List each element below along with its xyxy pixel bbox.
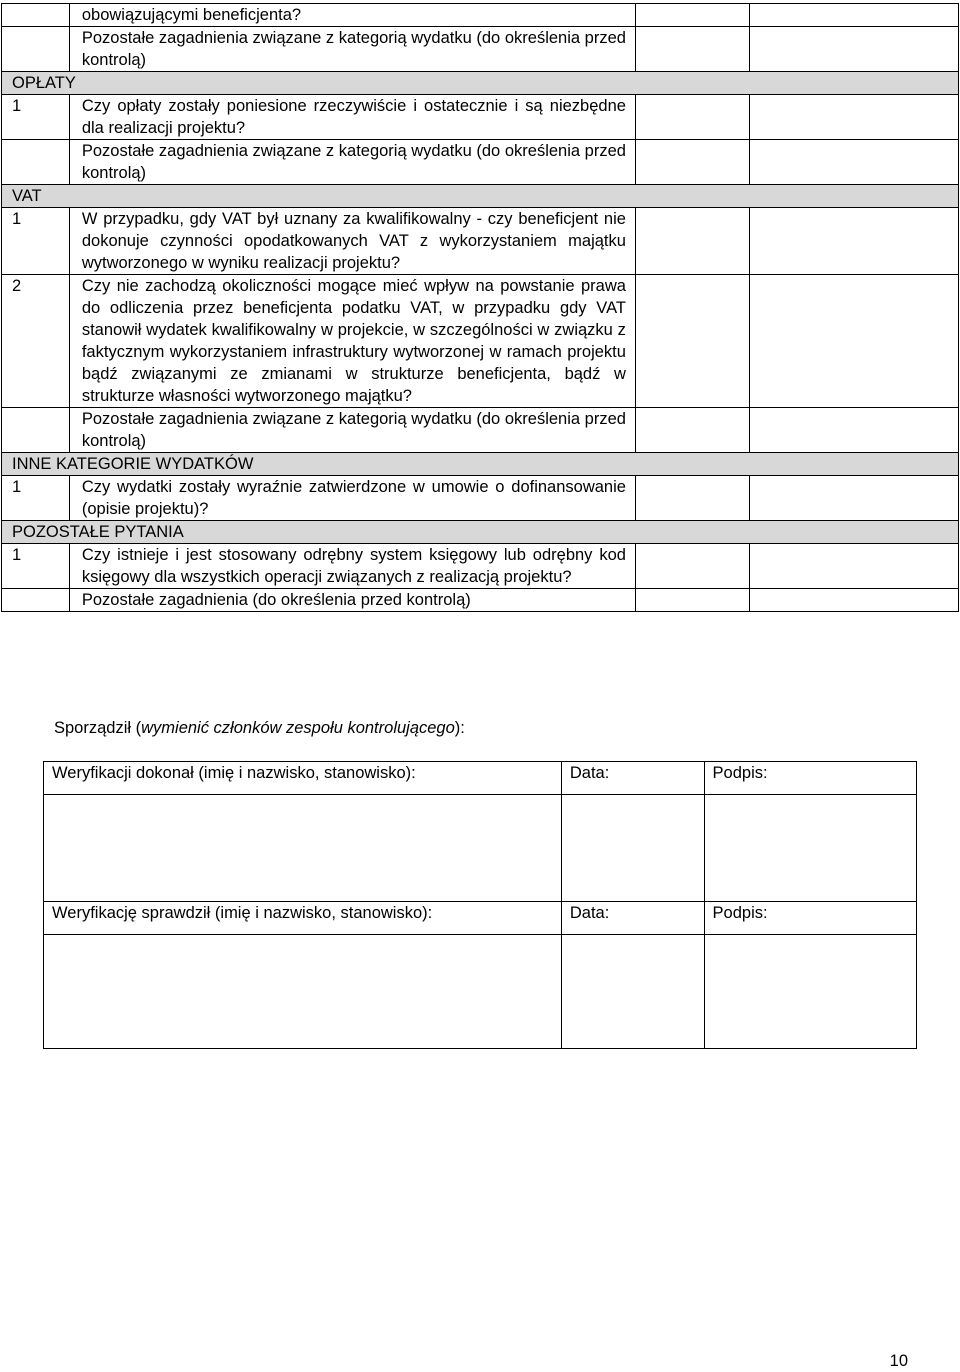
answer-cell[interactable]: [635, 544, 749, 589]
table-row: [2, 476, 959, 521]
remarks-cell[interactable]: [750, 95, 959, 140]
question-number: 2: [2, 275, 70, 408]
remarks-cell[interactable]: [750, 4, 959, 27]
other-issues-text: Pozostałe zagadnienia związane z kategorią wydatku (do określenia przed kontrolą): [69, 408, 635, 453]
table-row: [2, 4, 959, 27]
answer-cell[interactable]: [635, 408, 749, 453]
table-row: [44, 902, 917, 935]
question-number: 1: [2, 208, 70, 275]
table-row: [2, 27, 959, 72]
table-row: [44, 935, 917, 1049]
section-header-vat: [2, 185, 959, 208]
signature-table: [43, 761, 917, 1049]
answer-cell[interactable]: [635, 140, 749, 185]
signature-field[interactable]: [704, 935, 916, 1049]
section-title: OPŁATY: [2, 72, 959, 95]
checked-by-field[interactable]: [44, 935, 562, 1049]
signature-field[interactable]: [704, 795, 916, 902]
signature-label: Podpis:: [704, 902, 916, 935]
prepared-by-italic: wymienić członków zespołu kontrolującego: [141, 719, 455, 737]
verified-by-label: Weryfikacji dokonał (imię i nazwisko, stanowisko):: [44, 762, 562, 795]
date-field[interactable]: [561, 935, 704, 1049]
remarks-cell[interactable]: [750, 589, 959, 612]
checked-by-label: Weryfikację sprawdził (imię i nazwisko, stanowisko):: [44, 902, 562, 935]
question-text: Czy nie zachodzą okoliczności mogące mieć wpływ na powstanie prawa do odliczenia przez beneficjenta podatku VAT, w przypadku gdy VAT stanowił wydatek kwalifikowalny w projekcie, w szczególności w związku z faktycznym wykorzystaniem infrastruktury wytworzonej w ramach projektu bądź związanymi ze zmianami w strukturze beneficjenta, bądź w strukturze własności wytworzonego majątku?: [69, 275, 635, 408]
date-field[interactable]: [561, 795, 704, 902]
remarks-cell[interactable]: [750, 476, 959, 521]
question-text: W przypadku, gdy VAT był uznany za kwalifikowalny - czy beneficjent nie dokonuje czynności opodatkowanych VAT z wykorzystaniem majątku wytworzonego w wyniku realizacji projektu?: [69, 208, 635, 275]
table-row: [2, 95, 959, 140]
question-number: 1: [2, 544, 70, 589]
answer-cell[interactable]: [635, 27, 749, 72]
remarks-cell[interactable]: [750, 544, 959, 589]
section-title: INNE KATEGORIE WYDATKÓW: [2, 453, 959, 476]
table-row: [44, 762, 917, 795]
table-row: [2, 208, 959, 275]
section-title: POZOSTAŁE PYTANIA: [2, 521, 959, 544]
answer-cell[interactable]: [635, 275, 749, 408]
answer-cell[interactable]: [635, 589, 749, 612]
section-header-oplaty: [2, 72, 959, 95]
question-number: 1: [2, 476, 70, 521]
section-header-pozostale: [2, 521, 959, 544]
prepared-by-line: [54, 717, 465, 739]
remarks-cell[interactable]: [750, 275, 959, 408]
table-row: [2, 589, 959, 612]
prepared-by-suffix: ):: [454, 719, 465, 737]
section-title: VAT: [2, 185, 959, 208]
verified-by-field[interactable]: [44, 795, 562, 902]
table-row: [2, 544, 959, 589]
answer-cell[interactable]: [635, 476, 749, 521]
question-text: Czy opłaty zostały poniesione rzeczywiście i ostatecznie i są niezbędne dla realizacji projektu?: [69, 95, 635, 140]
remarks-cell[interactable]: [750, 27, 959, 72]
page-number: 10: [889, 1352, 908, 1370]
table-row: [2, 275, 959, 408]
table-row: [2, 408, 959, 453]
remarks-cell[interactable]: [750, 140, 959, 185]
prepared-by-prefix: Sporządził (: [54, 719, 142, 737]
table-row: [44, 795, 917, 902]
date-label: Data:: [561, 902, 704, 935]
question-text: obowiązującymi beneficjenta?: [69, 4, 635, 27]
other-issues-text: Pozostałe zagadnienia związane z kategorią wydatku (do określenia przed kontrolą): [69, 140, 635, 185]
checklist-table: [1, 3, 959, 612]
section-header-inne: [2, 453, 959, 476]
question-text: Czy wydatki zostały wyraźnie zatwierdzone w umowie o dofinansowanie (opisie projektu)?: [69, 476, 635, 521]
answer-cell[interactable]: [635, 4, 749, 27]
signature-label: Podpis:: [704, 762, 916, 795]
other-issues-text: Pozostałe zagadnienia związane z kategorią wydatku (do określenia przed kontrolą): [69, 27, 635, 72]
other-issues-text: Pozostałe zagadnienia (do określenia przed kontrolą): [69, 589, 635, 612]
remarks-cell[interactable]: [750, 208, 959, 275]
table-row: [2, 140, 959, 185]
answer-cell[interactable]: [635, 208, 749, 275]
question-number: 1: [2, 95, 70, 140]
remarks-cell[interactable]: [750, 408, 959, 453]
date-label: Data:: [561, 762, 704, 795]
answer-cell[interactable]: [635, 95, 749, 140]
question-text: Czy istnieje i jest stosowany odrębny system księgowy lub odrębny kod księgowy dla wszystkich operacji związanych z realizacją projektu?: [69, 544, 635, 589]
